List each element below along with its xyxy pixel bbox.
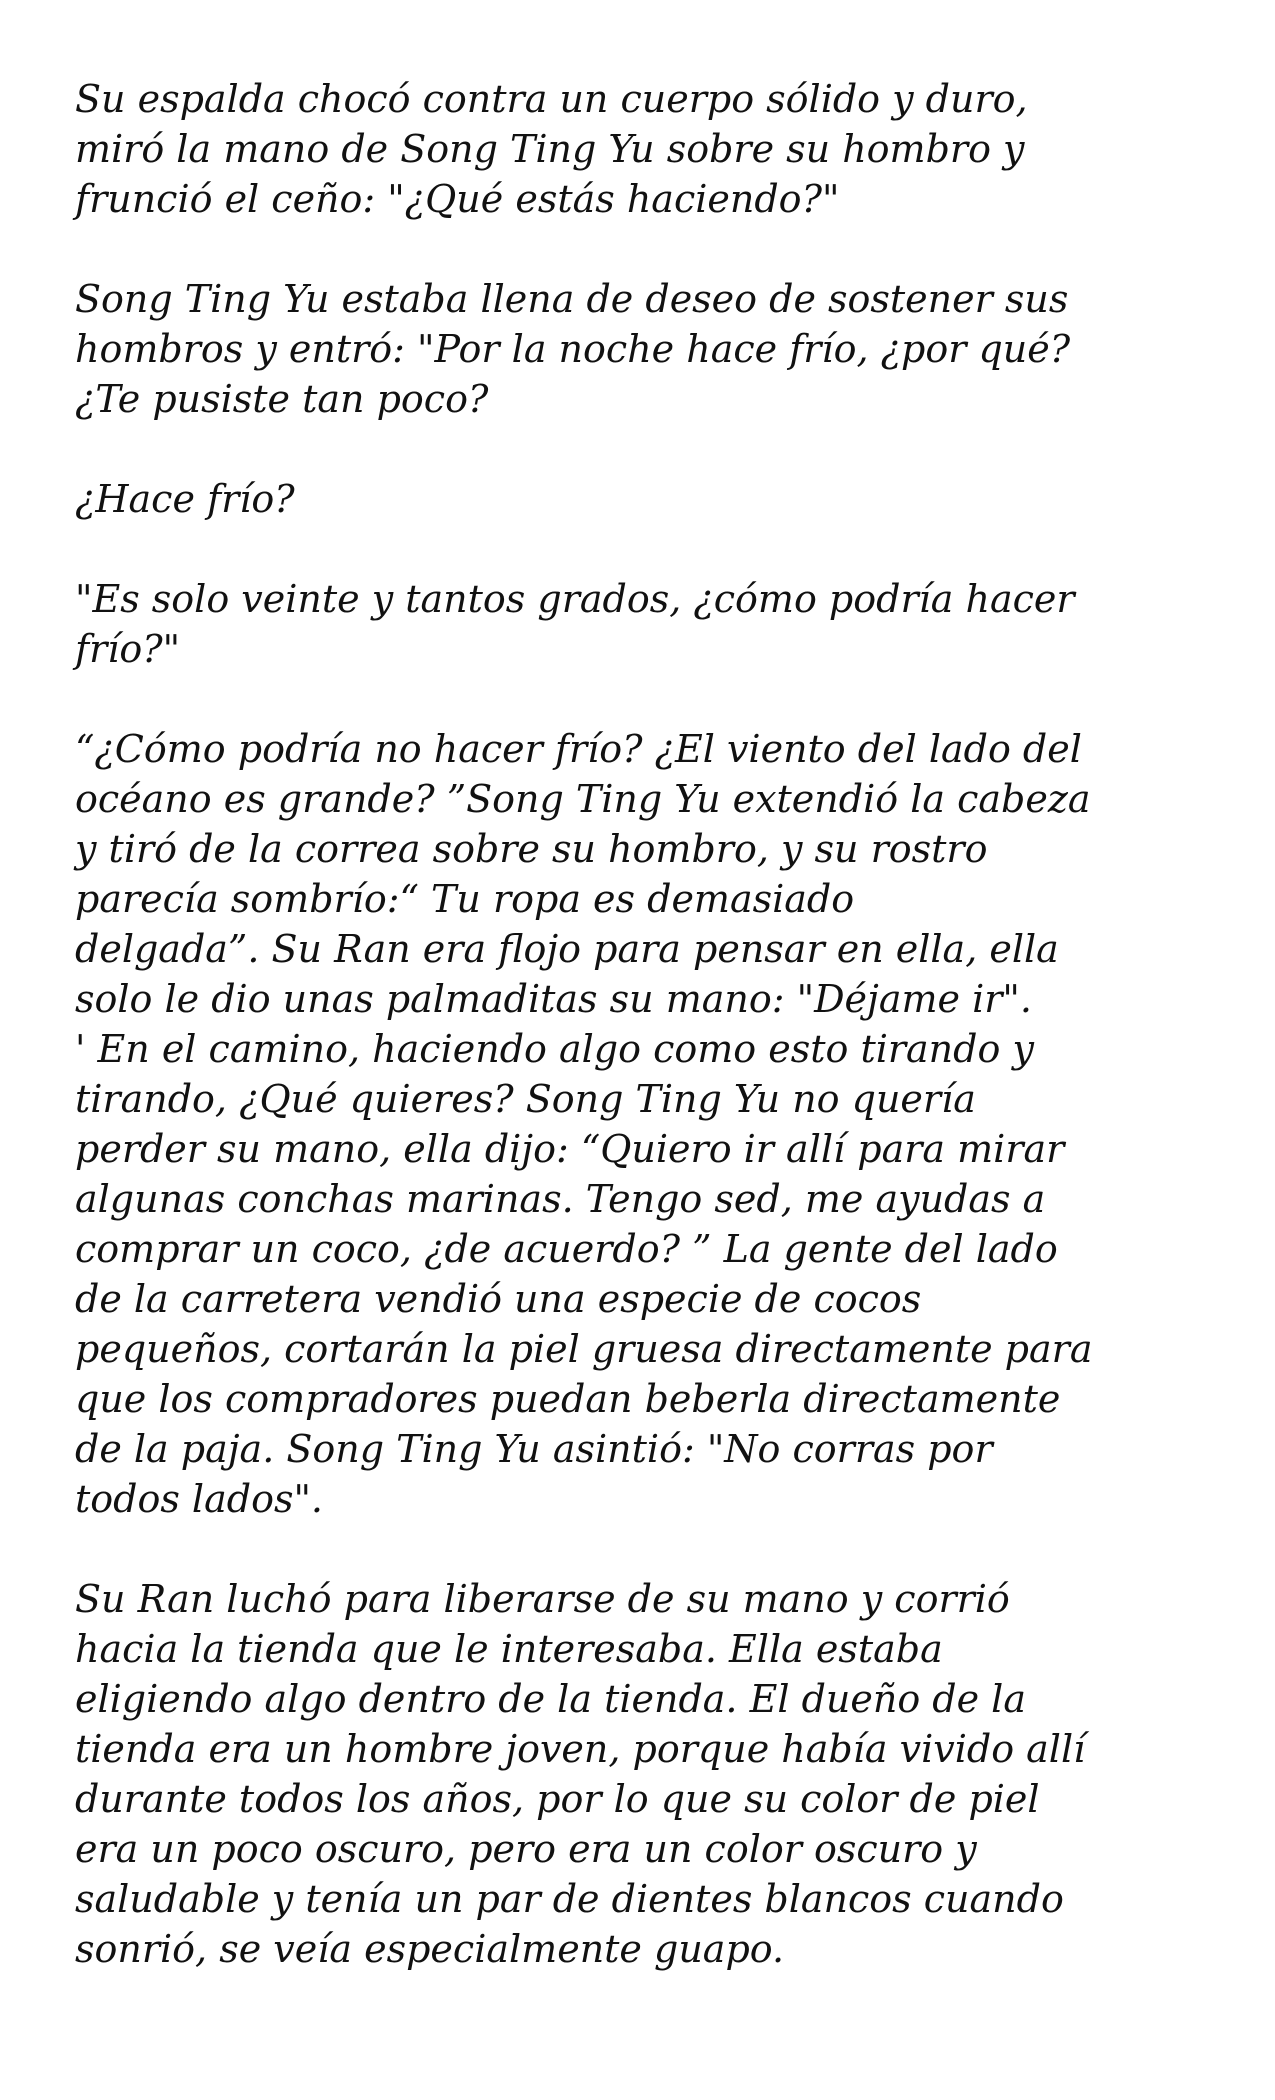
paragraph-4 <box>75 574 1225 674</box>
paragraph-6-line-6: era un poco oscuro, pero era un color oscuro y <box>75 1827 977 1871</box>
paragraph-gap <box>75 524 1225 574</box>
paragraph-6-line-4: tienda era un hombre joven, porque había vivido allí <box>75 1727 1086 1771</box>
paragraph-5-line-14: que los compradores puedan beberla directamente <box>75 1377 1061 1421</box>
paragraph-5-line-10: algunas conchas marinas. Tengo sed, me ayudas a <box>75 1177 1046 1221</box>
paragraph-gap <box>75 1524 1225 1574</box>
paragraph-5-line-3: y tiró de la correa sobre su hombro, y su rostro <box>75 827 988 871</box>
paragraph-1-line-2: miró la mano de Song Ting Yu sobre su hombro y <box>75 127 1025 171</box>
paragraph-5-line-11: comprar un coco, ¿de acuerdo? ” La gente del lado <box>75 1227 1058 1271</box>
paragraph-5-line-16: todos lados". <box>75 1477 324 1521</box>
paragraph-5-line-4: parecía sombrío:“ Tu ropa es demasiado <box>75 877 855 921</box>
paragraph-6-line-2: hacia la tienda que le interesaba. Ella estaba <box>75 1627 943 1671</box>
paragraph-1 <box>75 74 1225 224</box>
paragraph-4-line-1: "Es solo veinte y tantos grados, ¿cómo podría hacer <box>75 577 1075 621</box>
paragraph-5-line-7: ' En el camino, haciendo algo como esto tirando y <box>75 1027 1034 1071</box>
paragraph-2 <box>75 274 1225 424</box>
paragraph-6 <box>75 1574 1225 1974</box>
paragraph-2-line-2: hombros y entró: "Por la noche hace frío, ¿por qué? <box>75 327 1071 371</box>
paragraph-2-line-1: Song Ting Yu estaba llena de deseo de sostener sus <box>75 277 1069 321</box>
paragraph-gap <box>75 224 1225 274</box>
paragraph-5-line-6: solo le dio unas palmaditas su mano: "Déjame ir". <box>75 977 1032 1021</box>
paragraph-5-line-8: tirando, ¿Qué quieres? Song Ting Yu no quería <box>75 1077 976 1121</box>
paragraph-5-line-9: perder su mano, ella dijo: “Quiero ir allí para mirar <box>75 1127 1065 1171</box>
paragraph-3-line-1: ¿Hace frío? <box>75 477 295 521</box>
paragraph-1-line-1: Su espalda chocó contra un cuerpo sólido y duro, <box>75 77 1028 121</box>
paragraph-6-line-1: Su Ran luchó para liberarse de su mano y corrió <box>75 1577 1010 1621</box>
paragraph-5-line-13: pequeños, cortarán la piel gruesa directamente para <box>75 1327 1093 1371</box>
paragraph-5-line-2: océano es grande? ”Song Ting Yu extendió la cabeza <box>75 777 1091 821</box>
paragraph-5 <box>75 724 1225 1524</box>
paragraph-3 <box>75 474 1225 524</box>
paragraph-6-line-7: saludable y tenía un par de dientes blancos cuando <box>75 1877 1064 1921</box>
story-text <box>75 74 1225 1974</box>
paragraph-6-line-5: durante todos los años, por lo que su color de piel <box>75 1777 1040 1821</box>
paragraph-1-line-3: frunció el ceño: "¿Qué estás haciendo?" <box>75 177 840 221</box>
paragraph-5-line-12: de la carretera vendió una especie de cocos <box>75 1277 922 1321</box>
paragraph-gap <box>75 424 1225 474</box>
paragraph-2-line-3: ¿Te pusiste tan poco? <box>75 377 489 421</box>
paragraph-5-line-5: delgada”. Su Ran era flojo para pensar en ella, ella <box>75 927 1059 971</box>
paragraph-6-line-8: sonrió, se veía especialmente guapo. <box>75 1927 785 1971</box>
paragraph-5-line-15: de la paja. Song Ting Yu asintió: "No corras por <box>75 1427 993 1471</box>
paragraph-6-line-3: eligiendo algo dentro de la tienda. El dueño de la <box>75 1677 1026 1721</box>
paragraph-gap <box>75 674 1225 724</box>
paragraph-4-line-2: frío?" <box>75 627 181 671</box>
paragraph-5-line-1: “¿Cómo podría no hacer frío? ¿El viento del lado del <box>75 727 1082 771</box>
